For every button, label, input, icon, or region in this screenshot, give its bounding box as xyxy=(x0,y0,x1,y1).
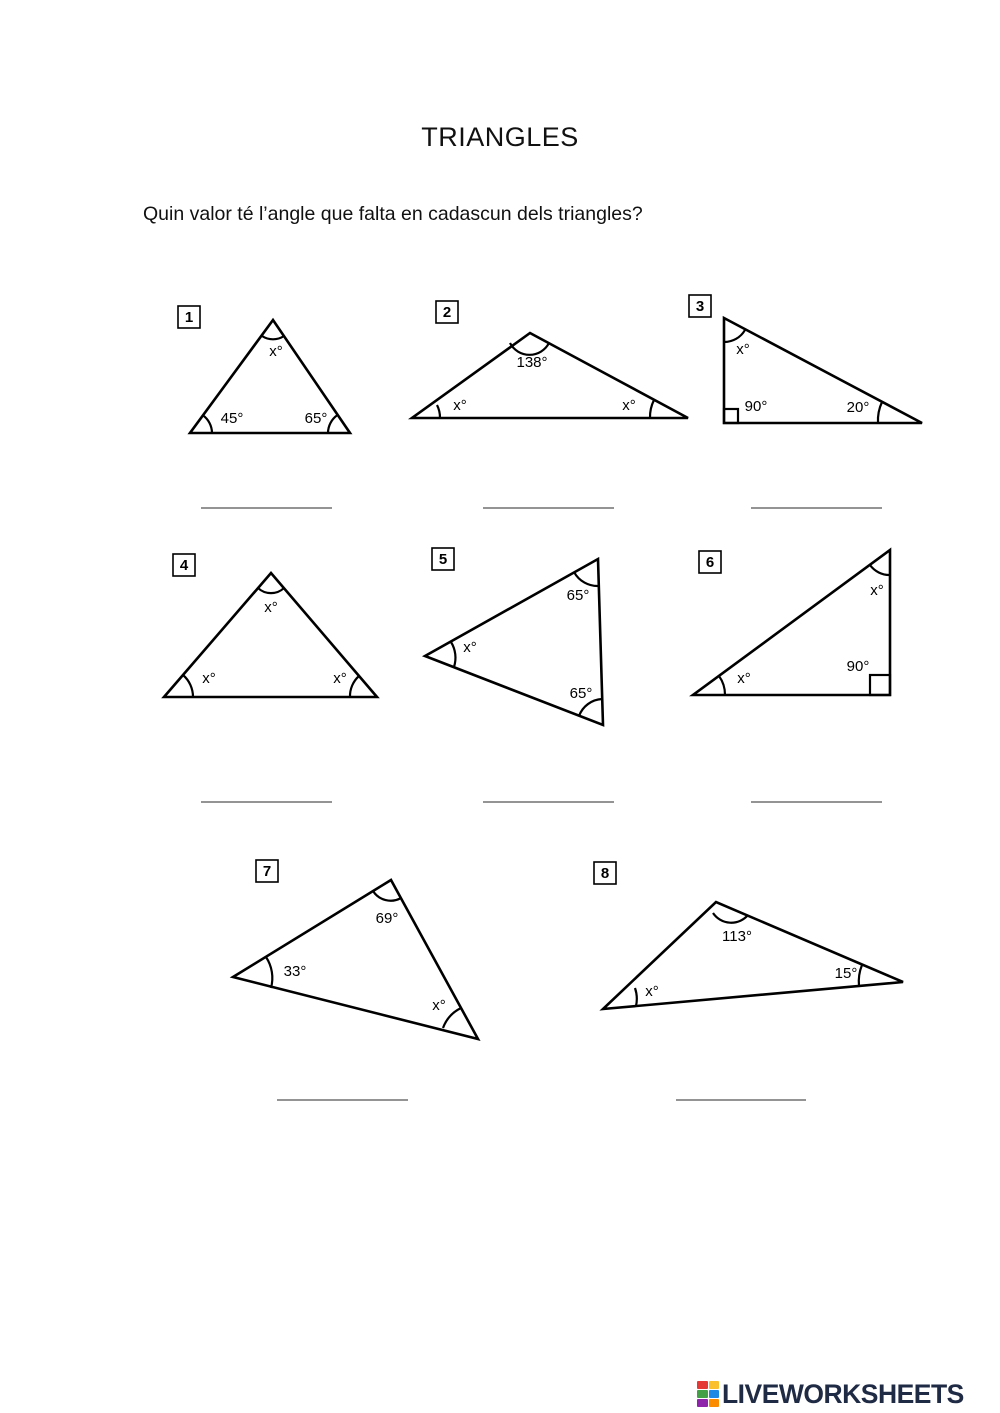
angle-label-bottom: x° xyxy=(432,997,446,1014)
number-label-1: 1 xyxy=(184,309,194,326)
angle-arc xyxy=(437,405,440,418)
number-label-3: 3 xyxy=(695,298,705,315)
angle-arc xyxy=(451,642,455,667)
angle-label-right: 15° xyxy=(834,965,858,982)
angle-arc xyxy=(878,402,882,423)
angle-label-left: 45° xyxy=(220,410,244,427)
liveworksheets-brand xyxy=(697,1376,964,1412)
number-label-4: 4 xyxy=(179,557,189,574)
logo-tile xyxy=(709,1399,720,1407)
angle-label-bottom: 65° xyxy=(569,685,593,702)
angle-arc xyxy=(719,676,725,695)
triangle-5 xyxy=(425,548,603,725)
triangle-6 xyxy=(693,550,890,695)
logo-tile xyxy=(697,1399,708,1407)
logo-tile xyxy=(697,1381,708,1389)
angle-arc xyxy=(350,676,359,697)
angle-label-top: x° xyxy=(736,341,750,358)
triangle-1 xyxy=(178,306,350,433)
angle-arc xyxy=(183,675,193,697)
angle-arc xyxy=(328,415,338,433)
angle-arc xyxy=(574,572,599,586)
angle-label-top: x° xyxy=(870,582,884,599)
angle-label-left: x° xyxy=(737,670,751,687)
logo-tile xyxy=(697,1390,708,1398)
angle-label-right-angle: 90° xyxy=(846,658,870,675)
angle-label-left: x° xyxy=(645,983,659,1000)
right-angle-marker xyxy=(724,409,738,423)
angle-arc xyxy=(266,957,272,988)
angle-arc xyxy=(258,588,284,593)
number-label-2: 2 xyxy=(442,304,452,321)
right-angle-marker xyxy=(870,675,890,695)
angle-arc xyxy=(650,400,654,418)
angle-label-right: x° xyxy=(333,670,347,687)
angle-label-right: 20° xyxy=(846,399,870,416)
angle-label-left: x° xyxy=(463,639,477,656)
angle-label-top: 65° xyxy=(566,587,590,604)
angle-label-top: x° xyxy=(264,599,278,616)
brand-name: LIVEWORKSHEETS xyxy=(722,1378,964,1409)
triangle-7 xyxy=(233,860,478,1039)
question-text: Quin valor té l’angle que falta en cadascun dels triangles? xyxy=(143,203,643,225)
angle-label-top: 69° xyxy=(375,910,399,927)
angle-arc xyxy=(870,565,890,575)
angle-label-top: 113° xyxy=(722,928,752,945)
page-title: TRIANGLES xyxy=(421,122,579,152)
angle-label-top: x° xyxy=(269,343,283,360)
angle-label-right: x° xyxy=(622,397,636,414)
angle-label-right: 65° xyxy=(304,410,328,427)
angle-arc xyxy=(859,965,862,986)
angle-label-left: x° xyxy=(202,670,216,687)
liveworksheets-logo-icon xyxy=(697,1381,719,1407)
number-label-7: 7 xyxy=(262,863,272,880)
number-label-5: 5 xyxy=(438,551,448,568)
triangle-4 xyxy=(164,554,377,697)
angle-label-left: 33° xyxy=(283,963,307,980)
triangle-8 xyxy=(594,862,903,1009)
triangle-3 xyxy=(689,295,922,423)
logo-tile xyxy=(709,1390,720,1398)
number-label-8: 8 xyxy=(600,865,610,882)
angle-label-right-angle: 90° xyxy=(744,398,768,415)
angle-label-top: 138° xyxy=(516,354,548,371)
logo-tile xyxy=(709,1381,720,1389)
angle-arc xyxy=(635,988,637,1006)
angle-arc xyxy=(262,336,284,339)
number-label-6: 6 xyxy=(705,554,715,571)
triangle-7-shape xyxy=(233,880,478,1039)
triangle-2 xyxy=(412,301,688,418)
angle-label-left: x° xyxy=(453,397,467,414)
angle-arc xyxy=(203,415,213,433)
